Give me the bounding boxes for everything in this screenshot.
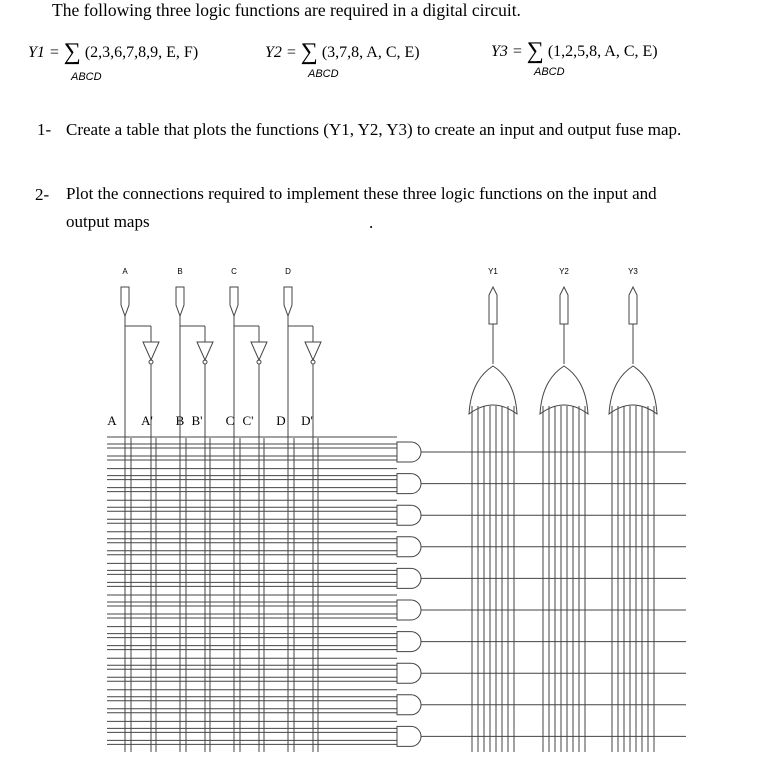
line-label: D [276, 413, 286, 428]
inverter-icon [143, 342, 159, 360]
line-label: B [175, 413, 185, 428]
and-gate-icon [397, 442, 421, 462]
line-label: B' [191, 413, 203, 428]
line-label: D' [301, 413, 313, 428]
input-pin [121, 287, 129, 316]
minterm-list: (1,2,5,8, A, C, E) [547, 43, 658, 60]
minterm-list: (2,3,6,7,8,9, E, F) [84, 44, 199, 61]
input-label-b: B [177, 267, 183, 276]
output-pin [489, 287, 497, 324]
sum-subscript: ABCD [534, 66, 565, 78]
inverter-icon [305, 342, 321, 360]
input-label-d: D [285, 267, 291, 276]
output-label-y3: Y3 [628, 267, 638, 276]
page-title: The following three logic functions are required in a digital circuit. [52, 0, 521, 20]
and-gate-icon [397, 537, 421, 557]
and-gate-icon [397, 663, 421, 683]
line-label: A' [141, 413, 153, 428]
sigma-symbol: ∑ [63, 39, 81, 65]
inverter-icon [197, 342, 213, 360]
output-pin [560, 287, 568, 324]
inverter-icon [251, 342, 267, 360]
line-label: C' [242, 413, 254, 428]
input-pin [230, 287, 238, 316]
input-pin [176, 287, 184, 316]
equation-lhs: Y2 = [265, 44, 297, 61]
input-pin [284, 287, 292, 316]
question-number: 1- [37, 120, 52, 139]
question-text: Create a table that plots the functions (Y1, Y2, Y3) to create an input and output fuse map. [66, 120, 682, 139]
sum-subscript: ABCD [308, 68, 339, 80]
equation-lhs: Y1 = [28, 44, 60, 61]
or-gate-icon [469, 366, 517, 414]
question-text: Plot the connections required to implement these three logic functions on the input and output maps [66, 184, 657, 231]
sigma-symbol: ∑ [526, 38, 544, 64]
stray-dot: . [369, 213, 374, 232]
and-gate-icon [397, 474, 421, 494]
minterm-list: (3,7,8, A, C, E) [321, 44, 420, 61]
input-label-c: C [231, 267, 237, 276]
equation-lhs: Y3 = [491, 43, 523, 60]
and-gate-icon [397, 505, 421, 525]
line-label: A [107, 413, 117, 428]
and-gate-icon [397, 695, 421, 715]
or-gate-icon [609, 366, 657, 414]
or-gate-icon [540, 366, 588, 414]
and-gate-icon [397, 568, 421, 588]
output-label-y2: Y2 [559, 267, 569, 276]
and-gate-icon [397, 726, 421, 746]
question-number: 2- [35, 185, 50, 204]
sum-subscript: ABCD [71, 71, 102, 83]
input-label-a: A [122, 267, 128, 276]
output-pin [629, 287, 637, 324]
line-label: C [225, 413, 235, 428]
output-label-y1: Y1 [488, 267, 498, 276]
and-gate-icon [397, 632, 421, 652]
and-gate-icon [397, 600, 421, 620]
sigma-symbol: ∑ [300, 39, 318, 65]
